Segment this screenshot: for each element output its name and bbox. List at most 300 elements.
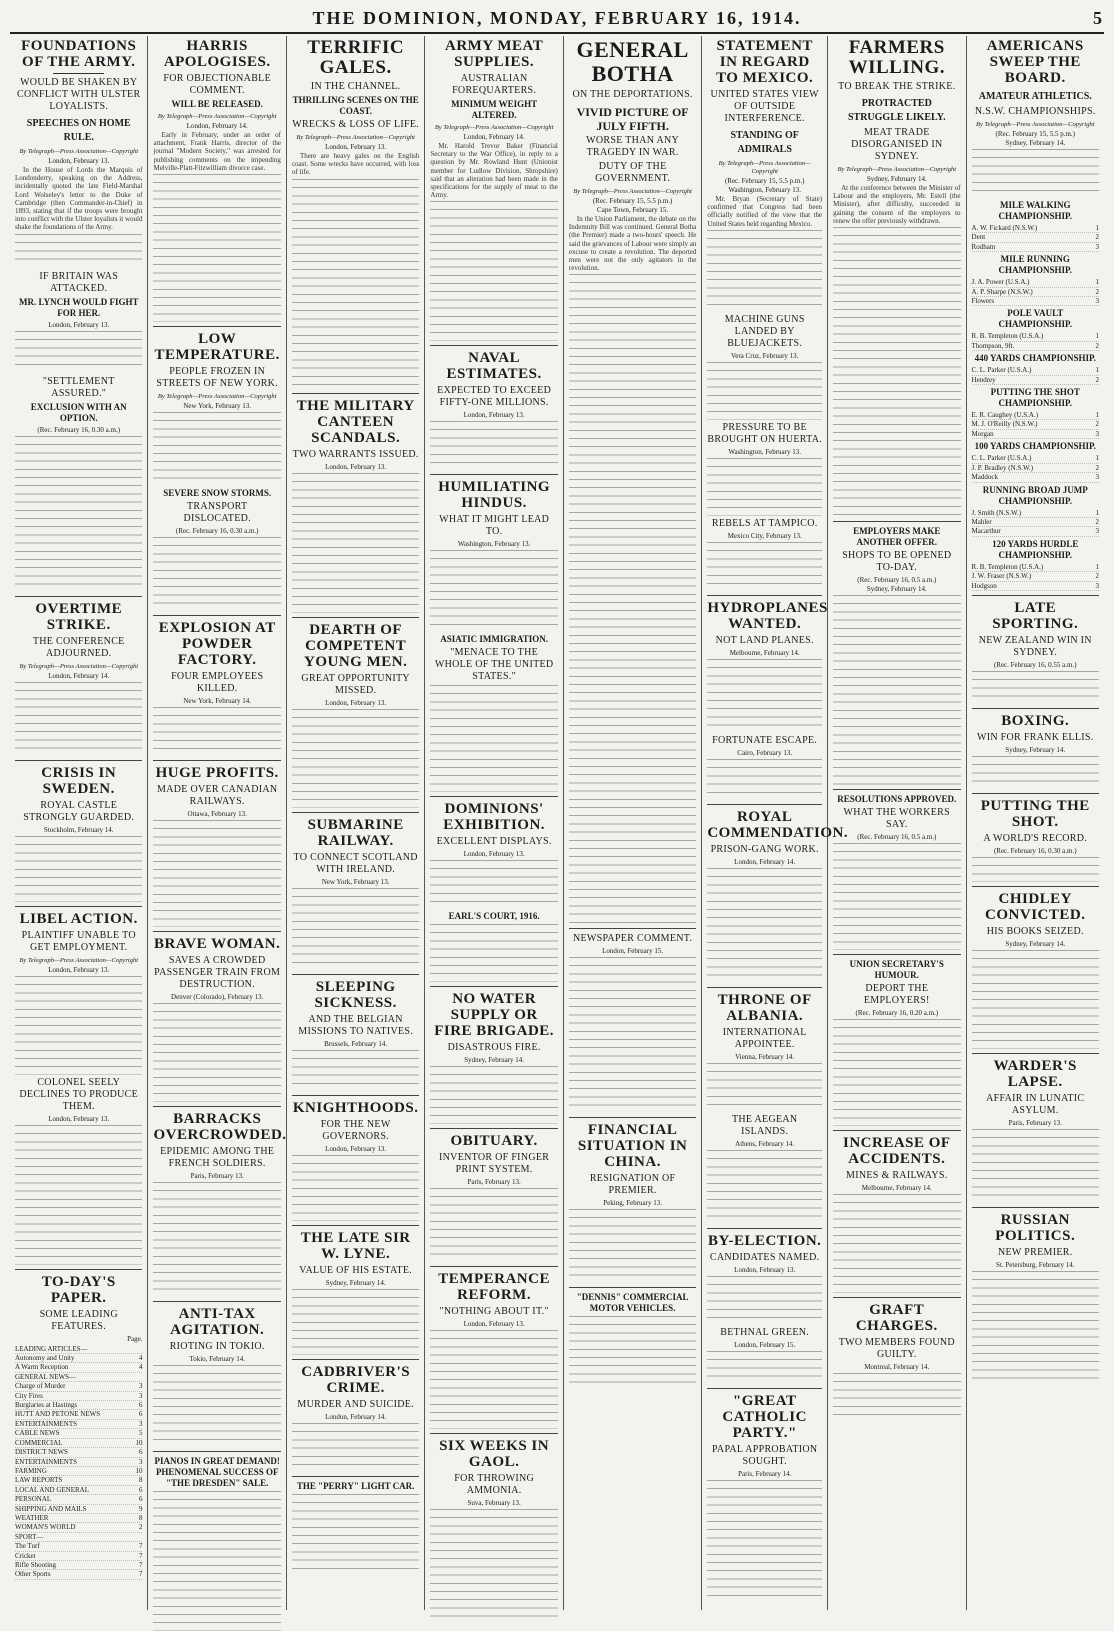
contents-item [15, 1392, 142, 1401]
headline: CHIDLEY CONVICTED. [985, 890, 1086, 923]
headline: NO WATER SUPPLY OR FIRE BRIGADE. [434, 991, 555, 1040]
placing: 3 [1095, 429, 1099, 438]
placing: 1 [1095, 411, 1099, 420]
event-heading: 120 YARDS HURDLE CHAMPIONSHIP. [992, 538, 1079, 560]
divider [153, 931, 280, 932]
subheadline: TWO MEMBERS FOUND GUILTY. [838, 1337, 955, 1361]
section-heading: SPEECHES ON HOME RULE. [26, 118, 131, 143]
result-row [972, 332, 1099, 341]
body-text-lines [972, 149, 1099, 198]
athlete-name: E. R. Caughey (U.S.A.) [971, 411, 1039, 420]
headline: ANTI-TAX AGITATION. [170, 1306, 265, 1339]
page-number: 5 [1093, 8, 1102, 28]
article-explosion-powder-factory [153, 620, 280, 756]
article-financial-china [569, 1122, 696, 1283]
contents-item-page: 3 [138, 1419, 143, 1428]
body-text-lines [430, 550, 557, 632]
placing: 1 [1095, 454, 1099, 463]
article-newspaper-comment [569, 933, 696, 1113]
event-heading: PUTTING THE SHOT CHAMPIONSHIP. [990, 387, 1080, 409]
headline: CADBRIVER'S CRIME. [301, 1363, 411, 1396]
body-text-lines [972, 1129, 1099, 1203]
subheadline: ROYAL CASTLE STRONGLY GUARDED. [23, 799, 135, 823]
subheadline: COLONEL SEELY DECLINES TO PRODUCE THEM. [19, 1076, 139, 1112]
section-heading: VIVID PICTURE OF JULY FIFTH. [576, 105, 689, 133]
athlete-name: Maddock [971, 473, 998, 482]
body-text-lines [15, 436, 142, 592]
wire-credit: By Telegraph—Press Association—Copyright [157, 113, 277, 120]
subheadline: ON THE DEPORTATIONS. [572, 89, 693, 100]
subheadline: "MENACE TO THE WHOLE OF THE UNITED STATES." [434, 647, 554, 683]
contents-item [15, 1382, 142, 1391]
section-heading: MINIMUM WEIGHT ALTERED. [451, 99, 538, 120]
body-text-lines [430, 685, 557, 792]
subheadline: FORTUNATE ESCAPE. [712, 734, 818, 746]
body-text-lines [292, 1155, 419, 1221]
dateline: London, February 13. [734, 1265, 796, 1274]
subheadline: FOR OBJECTIONABLE COMMENT. [163, 73, 271, 96]
divider [707, 804, 822, 805]
divider [430, 474, 557, 475]
article-chidley-convicted [972, 891, 1099, 1049]
article-huge-profits [153, 765, 280, 927]
body-text-lines [292, 709, 419, 808]
body-text-lines [972, 950, 1099, 1049]
result-row [972, 224, 1099, 233]
athlete-name: Macarthur [971, 527, 1001, 536]
headline: BOXING. [1001, 712, 1070, 729]
article-royal-commendation [707, 808, 849, 983]
headline: HYDROPLANES WANTED. [707, 599, 828, 632]
contents-item-page: 9 [138, 1504, 143, 1513]
athlete-name: Hodgson [971, 581, 997, 590]
athlete-name: J. P. Bradley (N.S.W.) [971, 463, 1034, 472]
event-heading: MILE WALKING CHAMPIONSHIP. [998, 200, 1072, 221]
wire-credit: By Telegraph—Press Association—Copyright [837, 166, 957, 173]
section-heading: WILL BE RELEASED. [171, 99, 263, 109]
contents-item-label: COMMERCIAL [15, 1438, 63, 1447]
divider [833, 521, 960, 522]
subheadline: WHAT THE WORKERS SAY. [843, 807, 951, 831]
body-text-lines [153, 1003, 280, 1102]
dateline: London, February 14. [463, 133, 525, 141]
subheadline: A WORLD'S RECORD. [983, 832, 1088, 844]
body-text-lines [292, 1289, 419, 1355]
placing: 2 [1095, 463, 1099, 472]
contents-item [15, 1458, 142, 1467]
body-text-lines [707, 362, 822, 420]
subheadline: SAVES A CROWDED PASSENGER TRAIN FROM DESTRUCTION. [154, 955, 281, 991]
contents-item-label: FARMING [15, 1466, 47, 1475]
contents-item [15, 1533, 142, 1542]
dateline: London, February 14. [325, 1412, 387, 1421]
headline: THE MILITARY CANTEEN SCANDALS. [296, 397, 415, 446]
subheadline: UNITED STATES VIEW OF OUTSIDE INTERFERENCE. [710, 89, 819, 124]
subheadline: RESIGNATION OF PREMIER. [589, 1173, 676, 1197]
divider [15, 1269, 142, 1270]
subheadline: PRISON-GANG WORK. [710, 843, 819, 855]
dateline: (Rec. February 16, 0.30 a.m.) [37, 425, 121, 434]
headline: TEMPERANCE REFORM. [438, 1271, 550, 1304]
headline: FINANCIAL SITUATION IN CHINA. [577, 1122, 688, 1171]
wire-credit: By Telegraph—Press Association—Copyright [573, 188, 692, 195]
contents-item [15, 1345, 142, 1354]
headline: LOW TEMPERATURE. [154, 331, 280, 364]
divider [15, 906, 142, 907]
divider [972, 886, 1099, 887]
article-anti-tax-agitation [153, 1306, 280, 1447]
headline: HUMILIATING HINDUS. [438, 479, 551, 512]
headline: OBITUARY. [450, 1133, 538, 1150]
article-knighthoods [292, 1100, 419, 1221]
contents-item-label: The Turf [15, 1542, 40, 1551]
contents-item-label: Other Sports [15, 1570, 51, 1579]
article-submarine-railway [292, 817, 419, 970]
article-russian-politics [972, 1212, 1099, 1386]
section-heading: PROTRACTED STRUGGLE LIKELY. [847, 98, 946, 123]
dateline: (Rec. February 15, 5.5 p.m.) [592, 197, 673, 205]
body-text-lines [292, 473, 419, 613]
divider [292, 1359, 419, 1360]
section-heading: MR. LYNCH WOULD FIGHT FOR HER. [18, 296, 139, 318]
placing: 1 [1095, 332, 1099, 341]
body-text-lines [707, 659, 822, 733]
contents-item [15, 1505, 142, 1514]
headline: "GREAT CATHOLIC PARTY." [722, 1392, 807, 1441]
body-text-lines [153, 1182, 280, 1297]
athlete-name: A. W. Fickard (N.S.W.) [971, 224, 1038, 232]
divider [972, 708, 1099, 709]
subheadline: SHOPS TO BE OPENED TO-DAY. [842, 550, 952, 574]
placing: 2 [1095, 287, 1099, 296]
article-late-sir-lyne [292, 1230, 419, 1355]
dateline: (Rec. February 16, 0.30 a.m.) [175, 527, 259, 536]
subheadline: "NOTHING ABOUT IT." [439, 1306, 549, 1318]
contents-item-label: GENERAL NEWS— [15, 1372, 76, 1381]
dateline: London, February 13. [48, 965, 110, 974]
divider [430, 796, 557, 797]
dateline: London, February 14. [734, 857, 796, 866]
dateline: Paris, February 13. [467, 1178, 521, 1187]
body-text-lines [15, 331, 142, 372]
body-text-lines [430, 1066, 557, 1124]
athlete-name: C. L. Parker (U.S.A.) [971, 366, 1032, 375]
placing: 1 [1095, 278, 1099, 287]
subheadline: FOR THROWING AMMONIA. [454, 1473, 535, 1497]
body-text-lines [15, 1125, 142, 1265]
body-text-lines [569, 1316, 696, 1390]
headline: FARMERS WILLING. [848, 37, 945, 78]
body-text-lines [430, 924, 557, 982]
divider [430, 986, 557, 987]
divider [153, 1301, 280, 1302]
contents-item-page: 6 [138, 1495, 143, 1504]
dateline: Athens, February 14. [735, 1139, 795, 1148]
subheadline: TO BREAK THE STRIKE. [838, 81, 956, 92]
divider [292, 617, 419, 618]
result-row [972, 572, 1099, 581]
event-results [972, 366, 1099, 385]
article-body: Mr. Harold Trevor Baker (Financial Secretary to the War Office), in reply to a question by Mr. Rowland Hunt (Unionist member for Ludlow Division, Shropshire) said that an alteration had been made in the specifications for the supply of meat to the Army. [430, 142, 558, 200]
placing: 1 [1095, 224, 1099, 232]
subheadline: RIOTING IN TOKIO. [169, 1341, 265, 1353]
athlete-name: A. P. Sharpe (N.S.W.) [971, 287, 1033, 296]
headline: INCREASE OF ACCIDENTS. [842, 1135, 951, 1168]
contents-item-label: SHIPPING AND MAILS [15, 1504, 87, 1513]
subheadline: N.S.W. CHAMPIONSHIPS. [974, 106, 1096, 117]
body-text-lines [707, 1063, 822, 1112]
dateline: Sydney, February 14. [866, 175, 927, 183]
dateline: Ottawa, February 13. [187, 810, 247, 819]
contents-item-page: 7 [138, 1570, 143, 1579]
contents-item [15, 1514, 142, 1523]
column-8 [967, 36, 1104, 1610]
body-text-lines [430, 1509, 557, 1624]
article-americans-sweep [972, 38, 1099, 591]
contents-item-label: Autonomy and Unity [15, 1354, 75, 1363]
body-text-lines [833, 1373, 960, 1422]
body-text-lines [430, 860, 557, 909]
contents-item-label: LEADING ARTICLES— [15, 1344, 88, 1353]
article-body: There are heavy gales on the English coast. Some wrecks have occurred, with loss of life. [291, 152, 420, 177]
result-row [972, 342, 1099, 351]
article-general-botha [569, 38, 696, 924]
advert-dennis-vehicles [569, 1292, 696, 1390]
headline: BRAVE WOMAN. [154, 936, 281, 953]
divider [569, 1287, 696, 1288]
contents-item-page: 4 [138, 1363, 143, 1372]
event-heading: 440 YARDS CHAMPIONSHIP. [974, 353, 1096, 364]
article-foundations-of-army [15, 38, 142, 267]
placing: 2 [1095, 420, 1099, 429]
section-heading: EXCLUSION WITH AN OPTION. [30, 401, 127, 423]
advert-heading: "DENNIS" COMMERCIAL MOTOR VEHICLES. [576, 1292, 689, 1314]
body-text-lines [972, 1271, 1099, 1386]
event-heading: POLE VAULT CHAMPIONSHIP. [998, 308, 1072, 330]
subheadline: MURDER AND SUICIDE. [297, 1398, 414, 1410]
event-heading: 100 YARDS CHAMPIONSHIP. [974, 441, 1096, 452]
article-brave-woman [153, 936, 280, 1102]
divider [292, 1095, 419, 1096]
article-body: In the Union Parliament, the debate on the Indemnity Bill was continued. General Botha (the Premier) made a two-hours' speech. He said the grievances of Labour were simply an excuse to create a revolution. The deported men were not the only agitators in the revolution. [568, 215, 697, 273]
placing: 3 [1095, 473, 1099, 482]
dateline: London, February 15. [602, 947, 664, 956]
subheadline: WIN FOR FRANK ELLIS. [976, 731, 1094, 743]
subheadline: NEW ZEALAND WIN IN SYDNEY. [978, 634, 1092, 658]
subheadline: AFFAIR IN LUNATIC ASYLUM. [986, 1092, 1085, 1116]
body-text-lines [972, 671, 1099, 704]
contents-item [15, 1429, 142, 1438]
dateline: Melbourne, February 14. [861, 1184, 932, 1193]
subheadline: THE CONFERENCE ADJOURNED. [32, 635, 125, 659]
dateline: (Rec. February 15, 5.5 p.m.) [995, 130, 1076, 138]
dateline: Sydney, February 14. [1005, 939, 1066, 948]
headline: HARRIS APOLOGISES. [163, 38, 271, 70]
dateline: New York, February 13. [183, 402, 252, 411]
placing: 2 [1095, 341, 1099, 350]
divider [972, 793, 1099, 794]
contents-item-label: WOMAN'S WORLD [15, 1523, 76, 1532]
subheadline: DUTY OF THE GOVERNMENT. [595, 161, 671, 184]
body-text-lines [833, 1194, 960, 1293]
dateline: London, February 13. [463, 411, 525, 420]
dateline: Tokio, February 14. [189, 1355, 245, 1364]
dateline: London, February 13. [48, 1114, 110, 1123]
article-catholic-party [707, 1393, 822, 1600]
headline: PUTTING THE SHOT. [980, 797, 1090, 830]
divider [292, 1225, 419, 1226]
wire-credit: By Telegraph—Press Association—Copyright [157, 393, 277, 401]
columns [10, 36, 1104, 1610]
advert-perry-light-car [292, 1481, 419, 1576]
headline: FOUNDATIONS OF THE ARMY. [21, 38, 137, 70]
body-text-lines [569, 1209, 696, 1283]
article-settlement-assured [15, 376, 142, 592]
subheadline: PEOPLE FROZEN IN STREETS OF NEW YORK. [156, 366, 278, 390]
subheadline: EPIDEMIC AMONG THE FRENCH SOLDIERS. [160, 1146, 275, 1170]
wire-credit: By Telegraph—Press Association—Copyright [19, 956, 139, 964]
athlete-name: C. L. Parker (U.S.A.) [971, 454, 1032, 463]
result-row [972, 278, 1099, 287]
subheadline: WHAT IT MIGHT LEAD TO. [439, 514, 550, 538]
advert-heading: PIANOS IN GREAT DEMAND! PHENOMENAL SUCCESS OF "THE DRESDEN" SALE. [154, 1456, 280, 1489]
column-1 [10, 36, 148, 1610]
dateline: Sydney, February 14. [325, 1278, 386, 1287]
headline: DOMINIONS' EXHIBITION. [443, 801, 546, 834]
article-farmers-willing [833, 38, 960, 517]
article-libel-action [15, 911, 142, 1265]
divider [833, 954, 960, 955]
dateline: Melbourne, February 14. [729, 648, 800, 657]
subheadline: TO CONNECT SCOTLAND WITH IRELAND. [293, 851, 418, 875]
headline: SIX WEEKS IN GAOL. [439, 1438, 550, 1471]
headline: TERRIFIC GALES. [307, 37, 405, 78]
body-text-lines [707, 458, 822, 516]
contents-item-label: Burglaries at Hastings [15, 1401, 78, 1410]
contents-item-label: PERSONAL [15, 1495, 52, 1504]
divider [153, 326, 280, 327]
divider [569, 928, 696, 929]
contents-item [15, 1439, 142, 1448]
placing: 1 [1095, 366, 1099, 375]
divider [430, 1433, 557, 1434]
headline: CRISIS IN SWEDEN. [41, 764, 117, 797]
event-results [972, 224, 1099, 252]
subheadline: TRANSPORT DISLOCATED. [183, 501, 251, 525]
headline: SUBMARINE RAILWAY. [307, 816, 404, 849]
result-row [972, 420, 1099, 429]
article-obituary [430, 1133, 557, 1262]
body-text-lines [15, 976, 142, 1075]
headline: NAVAL ESTIMATES. [446, 350, 542, 383]
athlete-name: J. Smith (N.S.W.) [971, 508, 1022, 517]
subheadline: AUSTRALIAN FOREQUARTERS. [452, 73, 537, 96]
dateline: Sydney, February 14. [1005, 745, 1066, 754]
contents-item-page: 6 [138, 1410, 143, 1419]
divider [430, 345, 557, 346]
contents-item [15, 1570, 142, 1579]
result-row [972, 288, 1099, 297]
section-heading: RESOLUTIONS APPROVED. [837, 794, 957, 805]
article-graft-charges [833, 1302, 960, 1422]
body-text-lines [430, 421, 557, 470]
article-body: At the conference between the Minister of Labour and the employers, Mr. Estell (the Minister), after difficulty, succeeded in gaining the consent of the employers to renew the offer previously withdrawn. [833, 184, 961, 225]
placing: 3 [1095, 297, 1099, 306]
headline: EXPLOSION AT POWDER FACTORY. [158, 620, 276, 669]
result-row [972, 233, 1099, 242]
article-no-water-supply [430, 991, 557, 1124]
contents-item-label: ENTERTAINMENTS [15, 1457, 78, 1466]
contents-item-label: LOCAL AND GENERAL [15, 1485, 90, 1494]
athlete-name: Morgan [971, 429, 994, 438]
body-text-lines [292, 1050, 419, 1091]
result-row [972, 297, 1099, 306]
article-cadbrivers-crime [292, 1364, 419, 1472]
dateline: Montreal, February 14. [864, 1363, 930, 1372]
headline: LATE SPORTING. [992, 599, 1079, 632]
body-text-lines [153, 174, 280, 322]
divider [15, 596, 142, 597]
column-3 [287, 36, 425, 1610]
subheadline: INTERNATIONAL APPOINTEE. [722, 1026, 807, 1050]
body-text-lines [292, 1423, 419, 1472]
dateline: (Rec. February 16, 0.30 a.m.) [993, 846, 1077, 855]
dateline: (Rec. February 16, 0.5 a.m.) [857, 576, 937, 585]
headline: BY-ELECTION. [708, 1232, 822, 1249]
body-text-lines [15, 682, 142, 756]
article-increase-accidents [833, 1135, 960, 1293]
contents-item-page: 8 [138, 1513, 143, 1522]
contents-item [15, 1561, 142, 1570]
athletics-results [972, 200, 1099, 591]
article-resolutions-approved [833, 794, 960, 950]
body-text-lines [707, 230, 822, 312]
article-crisis-sweden [15, 765, 142, 902]
wire-credit: By Telegraph—Press Association—Copyright [296, 134, 415, 141]
article-six-weeks-gaol [430, 1438, 557, 1624]
dateline: London, February 13. [325, 462, 387, 471]
body-text-lines [153, 1365, 280, 1447]
dateline: St. Petersburg, February 14. [996, 1260, 1075, 1269]
wire-credit: By Telegraph—Press Association—Copyright [434, 124, 554, 131]
event-results [972, 454, 1099, 482]
contents-item [15, 1476, 142, 1485]
dateline: Cape Town, February 15. [597, 206, 669, 214]
dateline: Washington, February 13. [728, 447, 801, 456]
subheadline: IN THE CHANNEL. [310, 81, 401, 92]
article-army-meat-supplies [430, 38, 557, 341]
contents-item [15, 1495, 142, 1504]
wire-credit: By Telegraph—Press Association—Copyright [19, 148, 139, 155]
result-row [972, 582, 1099, 591]
dateline: London, February 13. [325, 143, 387, 151]
body-text-lines [430, 1330, 557, 1429]
contents-item-page: 3 [138, 1391, 143, 1400]
article-harris-apologises [153, 38, 280, 322]
contents-item-label: HUTT AND PETONE NEWS [15, 1410, 101, 1419]
body-text-lines [833, 1019, 960, 1126]
section-heading: THRILLING SCENES ON THE COAST. [292, 95, 419, 116]
article-britain-attacked [15, 271, 142, 372]
subheadline: BETHNAL GREEN. [720, 1326, 810, 1338]
dateline: New York, February 13. [321, 877, 390, 886]
headline: OVERTIME STRIKE. [35, 600, 123, 633]
headline: WARDER'S LAPSE. [993, 1057, 1077, 1090]
subheadline: HIS BOOKS SEIZED. [986, 925, 1084, 937]
contents-item [15, 1552, 142, 1561]
athlete-name: Hendrey [971, 375, 996, 384]
subheadline: WORSE THAN ANY TRAGEDY IN WAR. [586, 135, 680, 158]
